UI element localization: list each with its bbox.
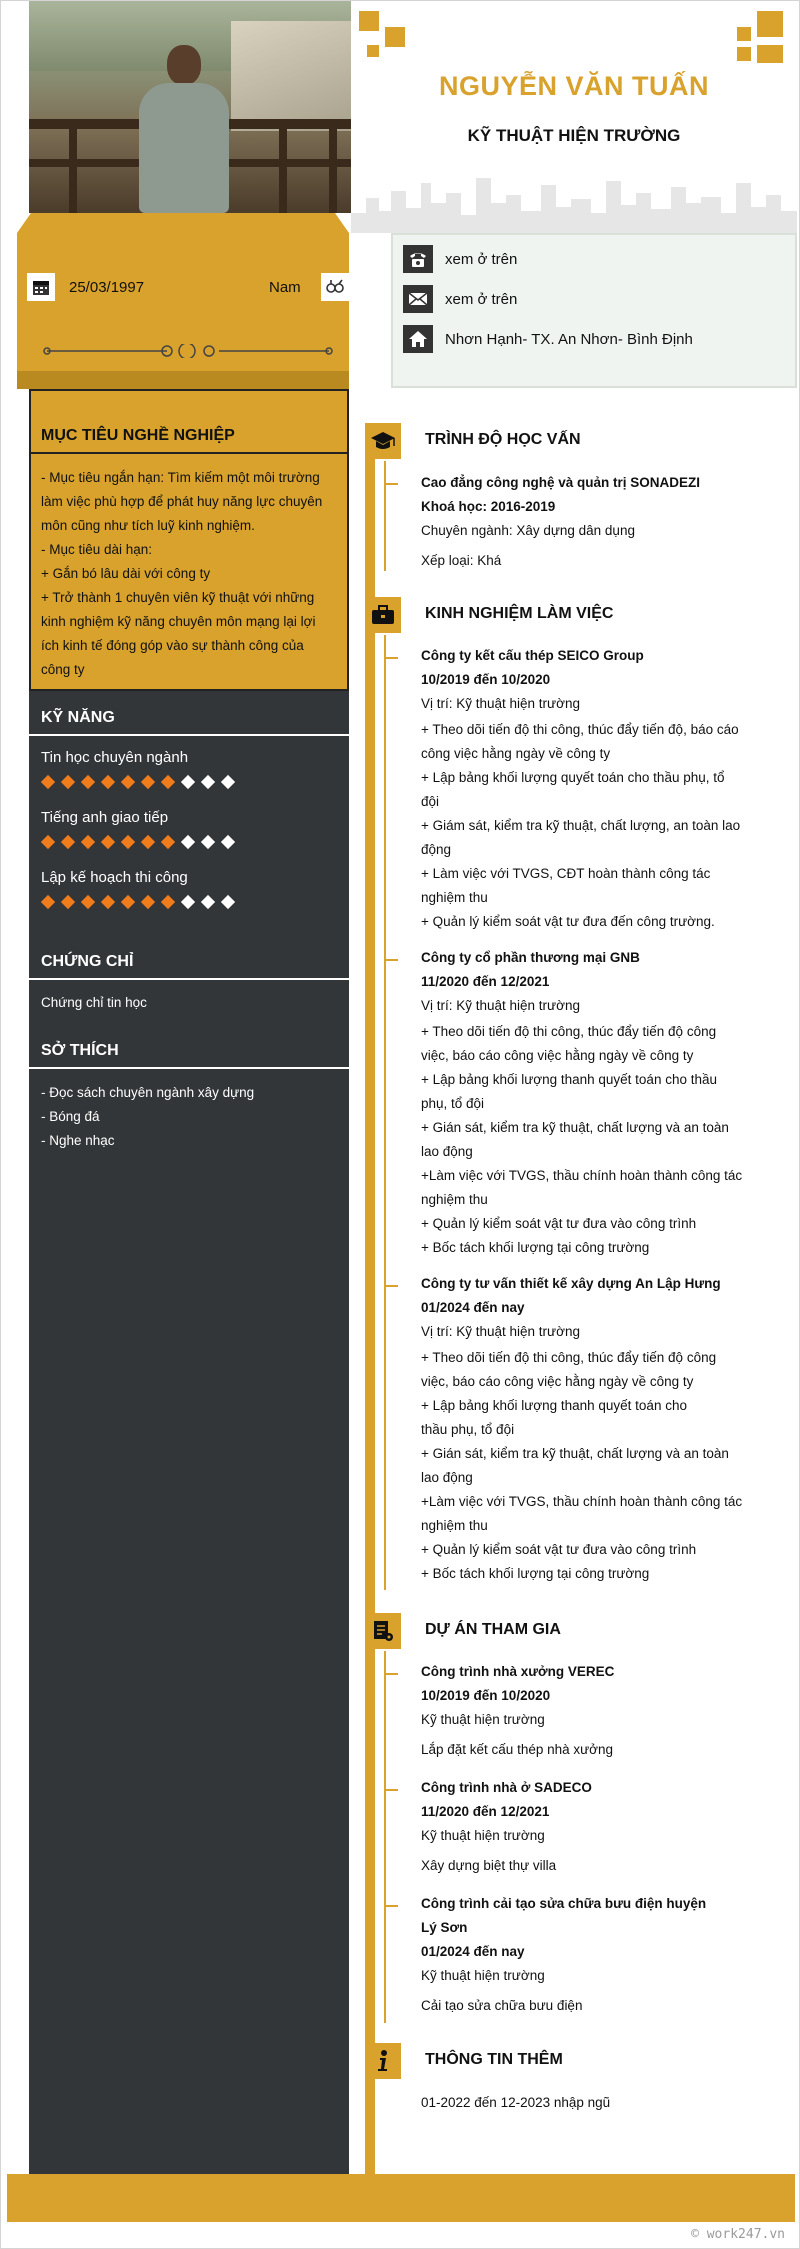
skill-dot-filled (61, 895, 75, 909)
gender-icon (321, 273, 349, 301)
experience-item: Công ty kết cấu thép SEICO Group 10/2019 đến 10/2020 Vị trí: Kỹ thuật hiện trường + Theo dõi tiến độ thi công, thúc đẩy tiến độ, báo cáo công việc hằng ngày về công ty + Lập bảng khối lượng quyết toán cho thầu phụ, tổ đội + Giám sát, kiểm tra kỹ thuật, chất lượng, an toàn lao động + Làm việc với TVGS, CĐT hoàn thành công tác nghiệm thu + Quản lý kiểm soát vật tư đưa đến công trường. (421, 644, 751, 934)
skill-dot-filled (141, 775, 155, 789)
personal-info-box (17, 213, 349, 386)
watermark: © work247.vn (691, 2227, 785, 2242)
skill-name: Tin học chuyên ngành (41, 749, 189, 766)
skill-dot-empty (221, 775, 235, 789)
project-description: Xây dựng biệt thự villa (421, 1858, 557, 1873)
extra-info-title: THÔNG TIN THÊM (425, 2051, 563, 2068)
skill-dot-filled (161, 775, 175, 789)
candidate-name: NGUYỄN VĂN TUẤN (438, 71, 709, 101)
graduation-cap-icon (365, 423, 401, 459)
project-document-icon (365, 1613, 401, 1649)
skill-dot-empty (181, 775, 195, 789)
job-period: 10/2019 đến 10/2020 (421, 672, 551, 687)
project-item (421, 1660, 751, 1762)
skill-dot-empty (201, 895, 215, 909)
profile-photo (29, 1, 351, 213)
email-icon (403, 285, 433, 313)
decorative-slider (43, 344, 333, 358)
skill-dot-filled (101, 835, 115, 849)
skill-dot-filled (121, 775, 135, 789)
skill-dot-empty (221, 895, 235, 909)
company-name: Công ty cổ phần thương mại GNB (421, 950, 640, 965)
experience-title: KINH NGHIỆM LÀM VIỆC (425, 605, 614, 622)
contact-address: Nhơn Hạnh- TX. An Nhơn- Bình Định (445, 331, 693, 348)
career-goal-title: MỤC TIÊU NGHỀ NGHIỆP (41, 427, 235, 444)
projects-title: DỰ ÁN THAM GIA (425, 1621, 561, 1638)
skill-dot-empty (201, 835, 215, 849)
skill-dot-filled (61, 835, 75, 849)
project-description: Lắp đặt kết cấu thép nhà xưởng (421, 1742, 614, 1757)
hobby-item: - Nghe nhạc (41, 1133, 115, 1148)
hobbies-list (41, 1081, 254, 1153)
skill-dot-empty (181, 835, 195, 849)
project-period: 01/2024 đến nay (421, 1944, 525, 1959)
skill-dot-filled (41, 775, 55, 789)
contact-email[interactable]: xem ở trên (445, 291, 518, 308)
skill-dot-filled (121, 835, 135, 849)
gender: Nam (269, 279, 301, 296)
major: Chuyên ngành: Xây dựng dân dụng (421, 523, 635, 538)
project-role: Kỹ thuật hiện trường (421, 1712, 545, 1727)
project-name: Công trình cải tạo sửa chữa bưu điện huyện (421, 1896, 707, 1911)
info-icon (365, 2043, 401, 2079)
skill-name: Lập kế hoạch thi công (41, 869, 188, 886)
contact-phone[interactable]: xem ở trên (445, 251, 518, 268)
job-title: KỸ THUẬT HIỆN TRƯỜNG (467, 126, 681, 145)
certificates-title: CHỨNG CHỈ (41, 953, 134, 970)
job-position: Vị trí: Kỹ thuật hiện trường (421, 696, 580, 711)
skill-dot-empty (181, 895, 195, 909)
project-period: 11/2020 đến 12/2021 (421, 1804, 550, 1819)
job-period: 01/2024 đến nay (421, 1300, 525, 1315)
skill-dot-empty (221, 835, 235, 849)
skill-dot-filled (141, 895, 155, 909)
calendar-icon (27, 273, 55, 301)
skill-dot-empty (201, 775, 215, 789)
skill-dot-filled (101, 895, 115, 909)
skill-dot-filled (81, 895, 95, 909)
project-description: Cải tạo sửa chữa bưu điện (421, 1998, 583, 2013)
course-period: Khoá học: 2016-2019 (421, 499, 556, 514)
footer-bar (7, 2174, 795, 2222)
hobby-item: - Đọc sách chuyên ngành xây dựng (41, 1085, 255, 1100)
skill-dot-filled (161, 895, 175, 909)
project-name: Công trình nhà xưởng VEREC (421, 1664, 615, 1679)
phone-icon (403, 245, 433, 273)
skill-dot-filled (161, 835, 175, 849)
grade: Xếp loại: Khá (421, 553, 502, 568)
certificate-item: Chứng chỉ tin học (41, 995, 147, 1010)
company-name: Công ty kết cấu thép SEICO Group (421, 648, 644, 663)
skill-dot-filled (141, 835, 155, 849)
skill-dot-filled (121, 895, 135, 909)
home-icon (403, 325, 433, 353)
project-role: Kỹ thuật hiện trường (421, 1828, 545, 1843)
skill-dot-filled (61, 775, 75, 789)
education-title: TRÌNH ĐỘ HỌC VẤN (425, 431, 581, 448)
project-period: 10/2019 đến 10/2020 (421, 1688, 551, 1703)
project-item (421, 1776, 751, 1878)
project-name: Công trình nhà ở SADECO (421, 1780, 592, 1795)
contact-box (391, 233, 797, 388)
job-position: Vị trí: Kỹ thuật hiện trường (421, 998, 580, 1013)
hobbies-title: SỞ THÍCH (41, 1042, 119, 1059)
career-goal-text: - Mục tiêu ngắn hạn: Tìm kiếm một môi trường làm việc phù hợp để phát huy năng lực chuyên môn cũng như tích luỹ kinh nghiệm. - Mục tiêu dài hạn: + Gắn bó lâu dài với công ty + Trở thành 1 chuyên viên kỹ thuật với những kinh nghiệm kỹ năng chuyên môn mạng lại lợi ích kinh tế đóng góp vào sự thành công của công ty (41, 470, 323, 677)
project-role: Kỹ thuật hiện trường (421, 1968, 545, 1983)
skill-dot-filled (81, 835, 95, 849)
skill-dot-filled (81, 775, 95, 789)
hobby-item: - Bóng đá (41, 1109, 100, 1124)
project-name-continued: Lý Sơn (421, 1920, 468, 1935)
skill-dot-filled (101, 775, 115, 789)
skill-rating (41, 835, 235, 851)
header-banner (351, 1, 797, 233)
skill-rating (41, 775, 235, 791)
skill-dot-filled (41, 835, 55, 849)
experience-item: Công ty tư vấn thiết kế xây dựng An Lập Hưng 01/2024 đến nay Vị trí: Kỹ thuật hiện trường + Theo dõi tiến độ thi công, thúc đẩy tiến độ công việc, báo cáo công việc hằng ngày về công ty + Lập bảng khối lượng thanh quyết toán cho thầu phụ, tổ đội + Gián sát, kiểm tra kỹ thuật, chất lượng và an toàn lao động +Làm việc với TVGS, thầu chính hoàn thành công tác nghiệm thu + Quản lý kiểm soát vật tư đưa vào công trình + Bốc tách khối lượng tại công trường (421, 1272, 751, 1586)
experience-item: Công ty cổ phần thương mại GNB 11/2020 đến 12/2021 Vị trí: Kỹ thuật hiện trường + Theo dõi tiến độ thi công, thúc đẩy tiến độ công việc, báo cáo công việc hằng ngày về công ty + Lập bảng khối lượng thanh quyết toán cho thầu phụ, tổ đội + Gián sát, kiểm tra kỹ thuật, chất lượng và an toàn lao động +Làm việc với TVGS, thầu chính hoàn thành công tác nghiệm thu + Quản lý kiểm soát vật tư đưa vào công trình + Bốc tách khối lượng tại công trường (421, 946, 751, 1260)
job-position: Vị trí: Kỹ thuật hiện trường (421, 1324, 580, 1339)
skills-title: KỸ NĂNG (41, 709, 115, 726)
city-skyline-icon (351, 173, 797, 233)
school-name: Cao đẳng công nghệ và quản trị SONADEZI (421, 475, 701, 490)
company-name: Công ty tư vấn thiết kế xây dựng An Lập Hưng (421, 1276, 721, 1291)
project-item (421, 1892, 751, 2018)
briefcase-icon (365, 597, 401, 633)
skill-name: Tiếng anh giao tiếp (41, 809, 169, 826)
skill-rating (41, 895, 235, 911)
job-period: 11/2020 đến 12/2021 (421, 974, 550, 989)
extra-info-text: 01-2022 đến 12-2023 nhập ngũ (421, 2095, 611, 2110)
birthday: 25/03/1997 (69, 279, 145, 296)
skill-dot-filled (41, 895, 55, 909)
education-entry (421, 471, 751, 573)
